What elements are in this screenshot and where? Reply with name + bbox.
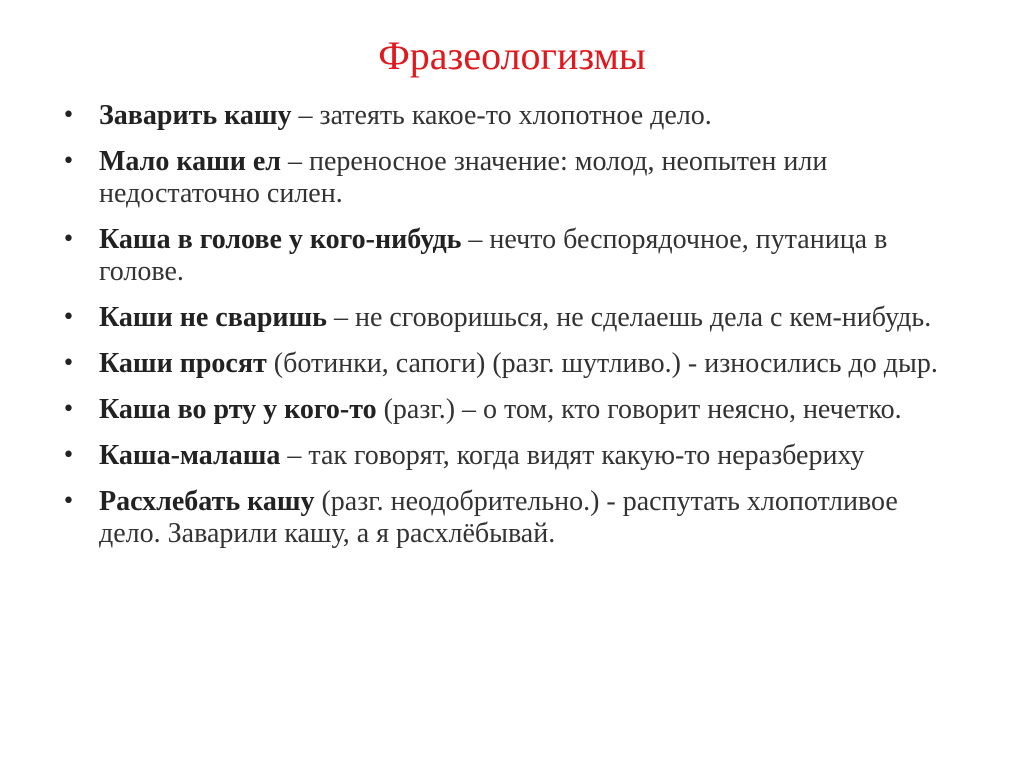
phrase-term: Каша во рту у кого-то xyxy=(99,394,377,425)
bullet-icon: • xyxy=(62,489,75,514)
bullet-icon: • xyxy=(62,227,75,252)
phrase-definition: (разг.) – о том, кто говорит неясно, нечетко. xyxy=(376,394,902,425)
slide-title: Фразеологизмы xyxy=(378,33,646,78)
list-item xyxy=(62,440,962,472)
phrase-definition: – нечто беспорядочное, путаница в голове. xyxy=(99,224,888,287)
list-item xyxy=(62,394,962,426)
phrase-definition: – так говорят, когда видят какую-то неразбериху xyxy=(280,440,865,471)
bullet-icon: • xyxy=(62,103,75,128)
list-item xyxy=(62,486,962,550)
phrase-term: Каши просят xyxy=(99,348,267,379)
phrase-definition: – не сговоришься, не сделаешь дела с кем-нибудь. xyxy=(326,302,932,333)
phrase-term: Мало каши ел xyxy=(99,146,281,177)
bullet-icon: • xyxy=(62,305,75,330)
phraseology-list xyxy=(62,100,962,564)
phrase-term: Каши не сваришь xyxy=(99,302,327,333)
bullet-icon: • xyxy=(62,443,75,468)
phrase-definition: – переносное значение: молод, неопытен или недостаточно силен. xyxy=(99,146,828,209)
list-item xyxy=(62,348,962,380)
phrase-definition: (разг. неодобрительно.) - распутать хлопотливое дело. Заварили кашу, а я расхлёбывай. xyxy=(99,486,898,549)
phrase-definition: (ботинки, сапоги) (разг. шутливо.) - износились до дыр. xyxy=(266,348,938,379)
list-item xyxy=(62,146,962,210)
bullet-icon: • xyxy=(62,149,75,174)
list-item xyxy=(62,224,962,288)
list-item xyxy=(62,302,962,334)
phrase-term: Заварить кашу xyxy=(99,100,292,131)
phrase-term: Каша в голове у кого-нибудь xyxy=(99,224,462,255)
list-item xyxy=(62,100,962,132)
bullet-icon: • xyxy=(62,397,75,422)
phrase-term: Каша-малаша xyxy=(99,440,281,471)
phrase-term: Расхлебать кашу xyxy=(99,486,315,517)
phrase-definition: – затеять какое-то хлопотное дело. xyxy=(291,100,712,131)
bullet-icon: • xyxy=(62,351,75,376)
